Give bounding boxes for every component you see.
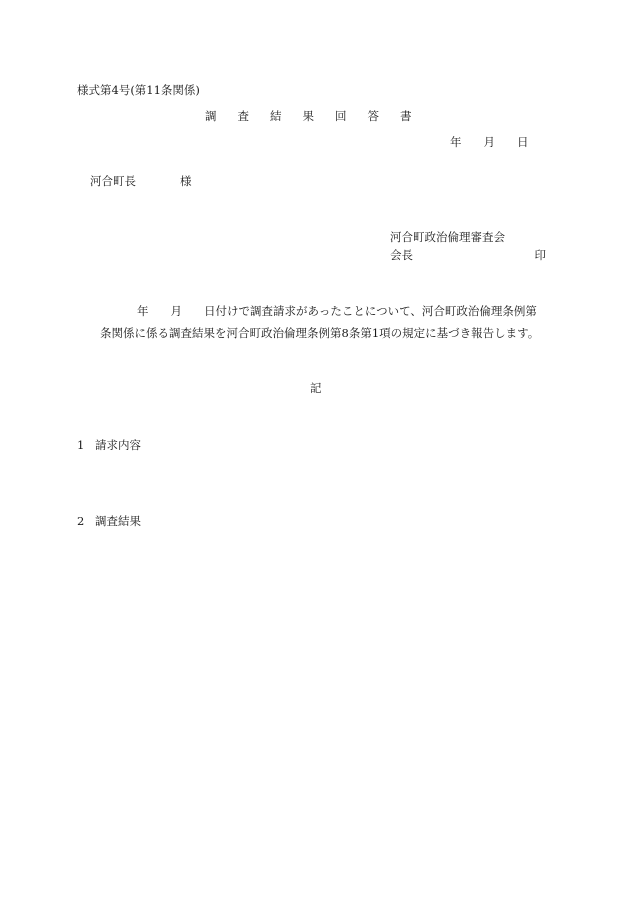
item-number: 2 (77, 514, 85, 528)
date-month: 月 (483, 135, 495, 149)
title-char: 調 (205, 109, 217, 123)
addressee-honorific: 様 (180, 174, 192, 188)
body-line-2: 条関係に係る調査結果を河合町政治倫理条例第8条第1項の規定に基づき報告します。 (100, 326, 540, 340)
body-line-1 (137, 306, 537, 318)
sender-chair-line (390, 250, 546, 262)
title-char: 書 (400, 109, 412, 123)
list-item (77, 516, 141, 528)
addressee (90, 176, 192, 188)
body-year: 年 (137, 304, 149, 318)
sender-chair: 会長 (390, 248, 413, 262)
date-year: 年 (450, 135, 462, 149)
title-char: 果 (302, 109, 314, 123)
item-label: 請求内容 (95, 438, 141, 452)
seal-mark: 印 (534, 248, 546, 262)
sender-committee: 河合町政治倫理審査会 (390, 230, 505, 244)
date-day: 日 (517, 135, 529, 149)
addressee-name: 河合町長 (90, 174, 136, 188)
body-month: 月 (170, 304, 182, 318)
item-label: 調査結果 (95, 514, 141, 528)
ki-heading: 記 (310, 381, 322, 395)
document-title (205, 111, 412, 123)
date-line (450, 137, 529, 149)
title-char: 査 (237, 109, 249, 123)
title-char: 結 (270, 109, 282, 123)
form-number: 様式第4号(第11条関係) (77, 83, 200, 97)
list-item (77, 440, 141, 452)
title-char: 回 (335, 109, 347, 123)
title-char: 答 (367, 109, 379, 123)
body-line1-text: 日付けで調査請求があったことについて、河合町政治倫理条例第 (204, 304, 537, 318)
item-number: 1 (77, 438, 85, 452)
